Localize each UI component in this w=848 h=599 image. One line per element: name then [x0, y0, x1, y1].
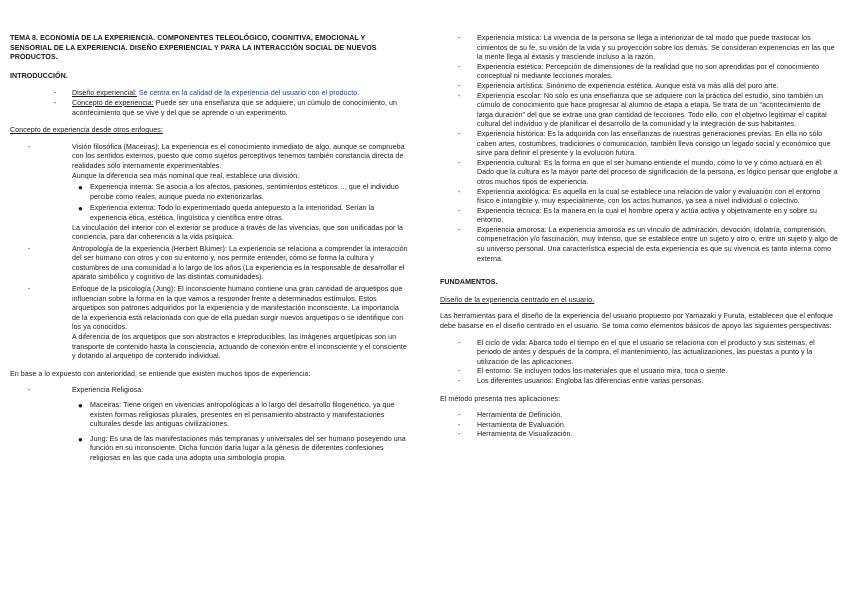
type-text: Experiencia cultural: Es la forma en que el ser humano entiende el mundo, cómo lo ve y cómo actuará en él. Dado que la cultura es la mayor parte del proceso de significación de la persona, es lógico pensar que englobe a otros muchos tipos de experiencia.	[477, 158, 838, 186]
dash-marker: -	[458, 129, 461, 138]
list-item-religiosa	[10, 386, 408, 396]
intro-item-diseno	[10, 89, 408, 99]
list-item-amorosa	[440, 226, 838, 264]
list-item-artistica	[440, 82, 838, 92]
dash-marker: -	[458, 81, 461, 90]
jung-end: A diferencia de los arquetipos que son abstractos e irreproducibles, las imágenes arquetípicas son un transporte de contenido hasta la consciencia, actuando de conexión entre el inconsciente y el consciente y dotando al arquetipo de contenido individual.	[72, 333, 407, 361]
blumer-text: Antropología de la experiencia (Herbert Blumer): La experiencia se relaciona a comprender la interacción del ser humano con otros y con su entorno y, nos permite entender, cómo se forma la cultura y costumbres de una comunidad a lo largo de los años (La experiencia es la responsable de desarrollar el aparato simbólico y cognitivo de las distintas comunidades).	[72, 244, 408, 282]
dash-marker: -	[458, 338, 461, 347]
dash-marker: -	[458, 430, 461, 439]
tool-text: Herramienta de Evaluación.	[477, 420, 566, 429]
type-text: Experiencia axiológica: Es aquella en la cual se establece una relación de valor y evaluación con el entorno físico e intangible y, muy especialmente, con los actos humanos, ya sea a nivel individual o colectivo.	[477, 187, 821, 206]
list-item-ciclo	[440, 339, 838, 368]
fundamentos-paragraph: Las herramientas para el diseño de la experiencia del usuario propuesto por Yamazaki y Furuta, establecen que el enfoque debe basarse en el diseño centrado en el usuario. Se toma como elementos básicos de apoyo las siguientes perspectivas:	[440, 312, 833, 331]
dash-marker: -	[458, 225, 461, 234]
tipos-lead: En base a lo expuesto con anterioridad, se entiende que existen muchos tipos de experiencia:	[10, 369, 311, 378]
dash-marker: -	[458, 62, 461, 71]
method-lead: El método presenta tres aplicaciones:	[440, 394, 561, 403]
intro-text: Puede ser una enseñanza que se adquiere, un cúmulo de conocimiento, un acontecimiento que se vive y del que se aprende o un experimento.	[72, 98, 397, 117]
intro-term: Concepto de experiencia:	[72, 98, 154, 107]
religiosa-jung-text: Jung: Es una de las manifestaciones más tempranas y universales del ser humano poseyendo una función en su inconsciente. Dicha función daría lugar a la génesis de diferentes confesiones religiosas en las que cada una adopta una simbología propia.	[90, 434, 406, 462]
perspective-text: El entorno: Se incluyen todos los materiales que el usuario mira, toca o siente.	[477, 367, 728, 376]
intro-heading: INTRODUCCIÓN.	[10, 71, 68, 80]
maceiras-continuation: Aunque la diferencia sea más nominal que real, establece una división:	[72, 171, 300, 180]
list-item-mistica	[440, 34, 838, 63]
list-item-tecnica	[440, 207, 838, 226]
dash-marker: -	[458, 411, 461, 420]
intro-item-concepto	[10, 99, 408, 118]
list-item-interna	[10, 183, 408, 202]
type-text: Experiencia artística: Sinónimo de experiencia estética. Aunque esta va más allá del puro arte.	[477, 81, 779, 90]
list-item-externa	[10, 204, 408, 223]
dash-marker: -	[28, 285, 31, 294]
list-item-estetica	[440, 63, 838, 82]
intro-term: Diseño experiencial:	[72, 89, 137, 98]
dash-marker: -	[458, 206, 461, 215]
maceiras-end: La vinculación del interior con el exterior se produce a través de las vivencias, que son unificadas por la conciencia, para dar coherencia a la vida psíquica.	[72, 223, 404, 242]
tool-text: Herramienta de Definición.	[477, 411, 563, 420]
type-text: Experiencia mística: La vivencia de la persona se llega a interiorizar de tal modo que puede trastocar los cimientos de su fe, su visión de la vida y su proyección sobre los demás. Se consideran experiencias en las que la mente llega al éxtasis y trasciende incluso a la razón.	[477, 34, 835, 62]
dash-marker: -	[458, 91, 461, 100]
dash-marker: -	[458, 420, 461, 429]
document-title: TEMA 8. ECONOMÍA DE LA EXPERIENCIA. COMPONENTES TELEOLÓGICO, COGNITIVA, EMOCIONAL Y SENSORIAL DE LA EXPERIENCIA. DISEÑO EXPERIENCIAL Y PARA LA INTERACCIÓN SOCIAL DE NUEVOS PRODUCTOS.	[10, 34, 377, 62]
perspective-text: El ciclo de vida: Abarca todo el tiempo en el que el usuario se relaciona con el producto y sus sistemas, el periodo de antes y después de la compra, el mantenimiento, las actualizaciones, las puestas a punto y la utilización de las aplicaciones.	[477, 338, 815, 366]
bullet-icon: ●	[78, 401, 83, 410]
list-item-jung	[10, 285, 408, 333]
bullet-icon: ●	[78, 183, 83, 193]
right-column	[440, 34, 838, 440]
interna-text: Experiencia interna: Se asocia a los afectos, pasiones, sentimientos estéticos…, que el individuo percibe como reales, aunque pueda no exteriorizarlas.	[90, 183, 399, 201]
externa-text: Experiencia externa: Todo lo experimentado queda antepuesto a la interioridad. Serían la experiencia ética, estética, lingüística y científica entre otras.	[90, 204, 375, 222]
dash-marker: -	[54, 89, 57, 98]
list-item-tool-definicion	[440, 411, 838, 421]
enfoques-heading: Concepto de experiencia desde otros enfoques:	[10, 126, 163, 135]
dash-marker: -	[458, 158, 461, 167]
list-item-usuarios	[440, 377, 838, 387]
intro-text: Se centra en la calidad de la experiencia del usuario con el producto.	[136, 89, 360, 98]
list-item-blumer	[10, 245, 408, 283]
list-item-cultural	[440, 159, 838, 188]
dash-marker: -	[458, 377, 461, 385]
dash-marker: -	[458, 367, 461, 376]
tool-text: Herramienta de Visualización.	[477, 430, 573, 439]
bullet-icon: ●	[78, 434, 83, 444]
type-text: Experiencia estética: Percepción de dimensiones de la realidad que no son aprendidas por el conocimiento conceptual ni mediante lecciones morales.	[477, 62, 819, 81]
religiosa-text: Experiencia Religiosa:	[72, 386, 144, 395]
dash-marker: -	[458, 34, 461, 42]
dash-marker: -	[28, 142, 31, 151]
list-item-historica	[440, 130, 838, 159]
perspective-text: Los diferentes usuarios: Engloba las diferencias entre varias personas.	[477, 377, 704, 385]
jung-text: Enfoque de la psicología (Jung): El inconsciente humano contiene una gran cantidad de arquetipos que influencian sobre la forma en la que vamos a responder frente a determinados estímulos. Estos arquetipos son patrones adquiridos por la experiencia y de manifestación inconsciente. La importancia de la experiencia está relacionada con que de ella puedan surgir nuevos arquetipos o se identifique con los ya conocidos.	[72, 285, 404, 332]
list-item-tool-visualizacion	[440, 430, 838, 440]
type-text: Experiencia técnica: Es la manera en la cual el hombre opera y actúa activa y objetivamente en y sobre su entorno.	[477, 206, 818, 225]
fundamentos-subheading: Diseño de la experiencia centrado en el usuario.	[440, 295, 595, 304]
left-column	[10, 34, 408, 464]
list-item-religiosa-jung	[10, 435, 408, 464]
list-item-escolar	[440, 92, 838, 130]
type-text: Experiencia amorosa: La experiencia amorosa es un vínculo de admiración, devoción, idolatría, comprensión, compenetración y/o fascinación, muy intenso, que se establece entre un sujeto y otro o, entre un sujeto y algo de su universo personal. Una característica especial de esta experiencia es que su vivencia es tanto interna como externa.	[477, 225, 838, 263]
list-item-axiologica	[440, 188, 838, 207]
list-item-maceiras	[10, 143, 408, 172]
dash-marker: -	[28, 386, 31, 395]
bullet-icon: ●	[78, 204, 83, 214]
maceiras-text: Visión filosófica (Maceiras): La experiencia es el conocimiento inmediato de algo, aunque se comprueba con los sentidos externos, puesto que como sujetos perceptivos tenemos también constancia directa de realidades sólo internamente experimentables.	[72, 142, 405, 170]
dash-marker: -	[54, 98, 57, 107]
type-text: Experiencia escolar: No sólo es una enseñanza que se adquiere con la práctica del estudio, sino también un cúmulo de conocimiento que hace progresar al alumno de etapa a etapa. Se trata de un “acontecimiento de larga duración” del que se extrae una gran cantidad de lecciones. Todo ello, con el objetivo legitimar el capital cultural del individuo y de planificar el desarrollo de la comunidad y la integración de sus habitantes.	[477, 91, 827, 129]
dash-marker: -	[458, 187, 461, 196]
list-item-tool-evaluacion	[440, 421, 838, 431]
dash-marker: -	[28, 244, 31, 253]
type-text: Experiencia histórica: Es la adquirida con las enseñanzas de nuestras generaciones previas. En ella no sólo caben artes, costumbres, tradiciones o comunicación, también lleva consigo un legado social y económico que sirve para definir el presente y la evolución futura.	[477, 129, 831, 158]
religiosa-maceiras-text: Maceiras: Tiene origen en vivencias antropológicas a lo largo del desarrollo filogenético, ya que existen formas religiosas plurales, presentes en el pensamiento abstracto y manifestaciones culturales desde las antiguas civilizaciones.	[90, 401, 395, 429]
fundamentos-heading: FUNDAMENTOS.	[440, 278, 498, 287]
list-item-religiosa-maceiras	[10, 401, 408, 430]
list-item-entorno	[440, 367, 838, 377]
